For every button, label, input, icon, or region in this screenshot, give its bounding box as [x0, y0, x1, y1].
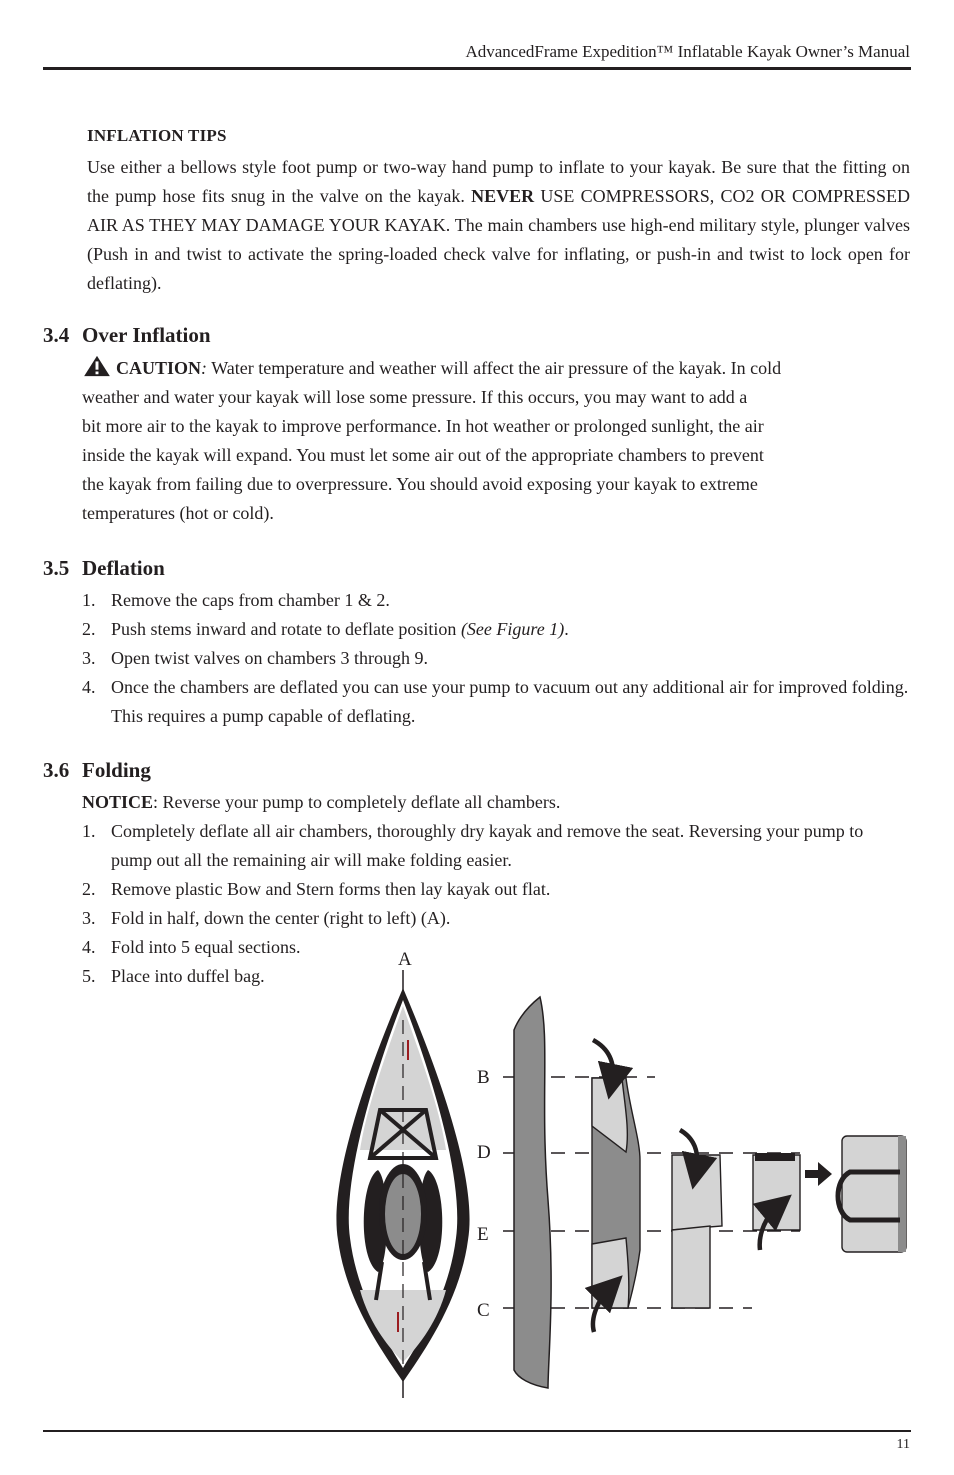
footer-rule	[43, 1430, 911, 1432]
page-number: 11	[896, 1437, 910, 1452]
inflation-tips-text-2: USE COMPRESSORS, CO2 OR COMPRESSED AIR AS THEY MAY DAMAGE YOUR KAYAK. The main chambers use high-end military style, plunger valves (Push in and twist to activate the spring-loaded check valve for inflating, or push-in and twist to lock open for deflating).	[87, 186, 910, 293]
step-text: Fold in half, down the center (right to left) (A).	[111, 908, 451, 928]
section-heading-folding	[43, 758, 151, 783]
never-emphasis: NEVER	[471, 186, 535, 206]
notice-label: NOTICE	[82, 792, 154, 812]
caution-line-4: inside the kayak will expand. You must let some air out of the appropriate chambers to prevent	[82, 445, 764, 465]
list-item	[82, 875, 892, 904]
section-number: 3.4	[43, 323, 70, 347]
figure-reference: (See Figure 1)	[460, 619, 565, 639]
kayak-folded-half	[514, 997, 551, 1388]
kayak-top-view	[336, 970, 469, 1398]
caution-label: CAUTION	[116, 358, 202, 378]
step-number: 1.	[82, 590, 96, 610]
label-a: A	[398, 949, 412, 970]
caution-line-2: weather and water your kayak will lose some pressure. If this occurs, you may want to add a	[82, 387, 748, 407]
section-heading-deflation	[43, 556, 165, 581]
label-e: E	[477, 1224, 489, 1245]
list-item	[82, 615, 910, 644]
step-text: Remove the caps from chamber 1 & 2.	[111, 590, 390, 610]
label-c: C	[477, 1300, 490, 1321]
notice-text: : Reverse your pump to completely deflate all chambers.	[153, 792, 561, 812]
label-d: D	[477, 1142, 491, 1163]
arrow-right-icon	[805, 1162, 832, 1186]
section-title: Folding	[82, 758, 151, 782]
duffel-bag	[838, 1136, 906, 1252]
inflation-tips-heading: INFLATION TIPS	[87, 126, 227, 145]
list-item	[82, 904, 892, 933]
section-title: Deflation	[82, 556, 165, 580]
caution-line-3: bit more air to the kayak to improve performance. In hot weather or prolonged sunlight, the air	[82, 416, 764, 436]
section-number: 3.6	[43, 758, 70, 782]
list-item	[82, 586, 910, 615]
caution-line-5: the kayak from failing due to overpressure. You should avoid exposing your kayak to extreme	[82, 474, 758, 494]
section-number: 3.5	[43, 556, 70, 580]
caution-text: Water temperature and weather will affect the air pressure of the kayak. In cold	[211, 358, 782, 378]
step-number: 4.	[82, 677, 96, 697]
step-number: 2.	[82, 619, 96, 639]
caution-line-6: temperatures (hot or cold).	[82, 503, 274, 523]
step-number: 3.	[82, 648, 96, 668]
step-text: Open twist valves on chambers 3 through 9.	[111, 648, 428, 668]
caution-paragraph	[82, 354, 912, 528]
step-text: Place into duffel bag.	[111, 966, 265, 986]
step-text: Completely deflate all air chambers, thoroughly dry kayak and remove the seat. Reversing your pump to pump out all the remaining air will make folding easier.	[111, 821, 864, 870]
inflation-tips-text-1: Use either a bellows style foot pump or two-way hand pump to inflate to your kayak. Be sure that the fitting on the pump hose fits snug in the valve on the kayak.	[87, 157, 910, 206]
notice-line	[82, 788, 560, 817]
step-text: Fold into 5 equal sections.	[111, 937, 301, 957]
step-number: 4.	[82, 937, 96, 957]
caution-colon: :	[201, 358, 208, 378]
list-item	[82, 673, 910, 731]
step-text: Once the chambers are deflated you can use your pump to vacuum out any additional air for improved folding. This requires a pump capable of deflating.	[111, 677, 909, 726]
list-item	[82, 817, 892, 875]
list-item	[82, 644, 910, 673]
header-rule	[43, 67, 911, 70]
step-number: 5.	[82, 966, 96, 986]
inflation-tips-text	[87, 153, 910, 298]
step-text-end: .	[564, 619, 569, 639]
step-number: 1.	[82, 821, 96, 841]
step-number: 2.	[82, 879, 96, 899]
step-text: Push stems inward and rotate to deflate position	[111, 619, 461, 639]
step-number: 3.	[82, 908, 96, 928]
label-b: B	[477, 1067, 490, 1088]
deflation-steps	[82, 586, 910, 731]
manual-title: AdvancedFrame Expedition™ Inflatable Kayak Owner’s Manual	[465, 42, 910, 61]
caution-line-1	[82, 354, 912, 383]
warning-triangle-icon	[82, 355, 112, 377]
section-title: Over Inflation	[82, 323, 211, 347]
fold-arrow-icon	[593, 1040, 613, 1082]
kayak-folding-sections	[592, 1078, 800, 1308]
step-text: Remove plastic Bow and Stern forms then lay kayak out flat.	[111, 879, 551, 899]
folding-illustration	[300, 940, 940, 1410]
section-heading-over-inflation	[43, 323, 211, 348]
